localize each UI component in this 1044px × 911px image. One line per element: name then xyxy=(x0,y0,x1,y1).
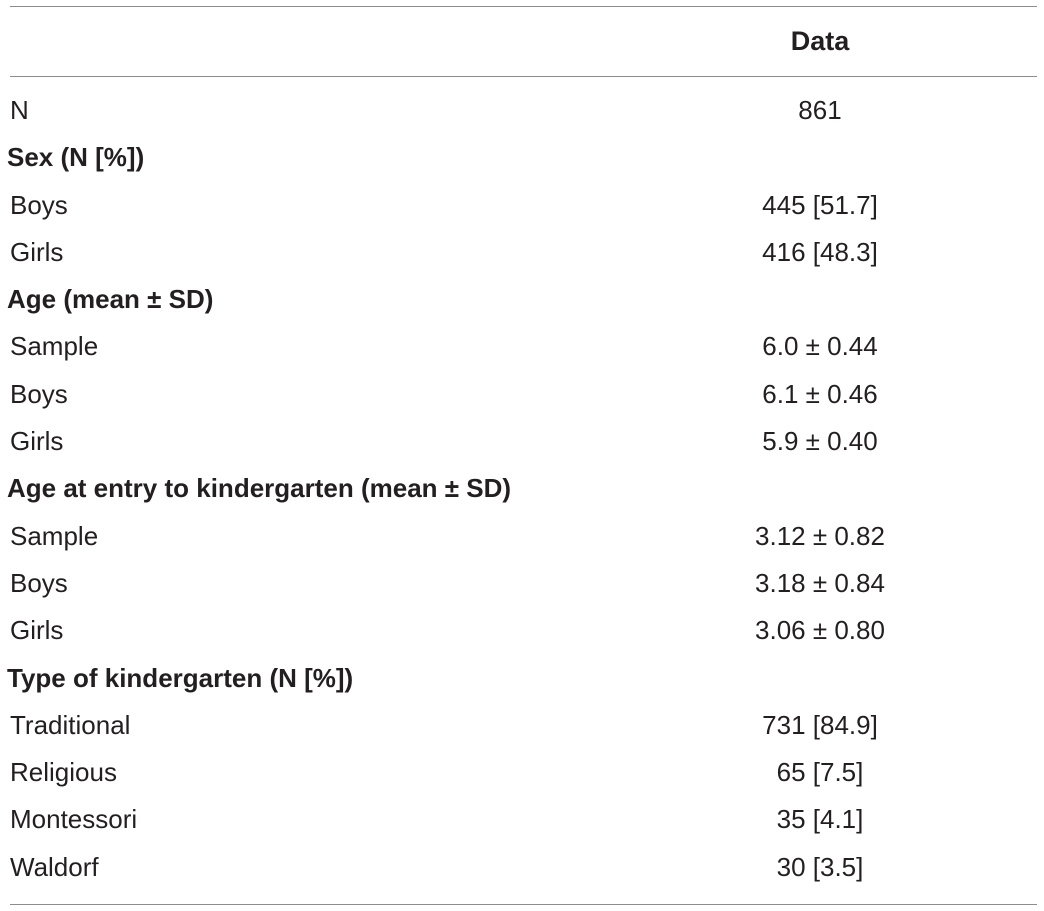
row-label: N xyxy=(10,95,29,125)
row-value: 731 [84.9] xyxy=(762,709,878,740)
table-body xyxy=(0,87,1044,891)
row-label: Girls xyxy=(10,426,64,457)
row-value: 30 [3.5] xyxy=(776,851,864,882)
row-label: Montessori xyxy=(10,804,138,835)
table-header-rule xyxy=(10,76,1037,77)
row-value: 3.12 ± 0.82 xyxy=(755,520,885,551)
table-row xyxy=(0,702,1044,749)
table-row xyxy=(0,607,1044,654)
section-heading: Age (mean ± SD) xyxy=(7,284,214,315)
row-value: 35 [4.1] xyxy=(776,804,864,835)
table-row xyxy=(0,560,1044,607)
row-value: 65 [7.5] xyxy=(776,757,864,788)
table-section-row xyxy=(0,276,1044,323)
row-value: 416 [48.3] xyxy=(762,236,878,267)
row-value: 3.18 ± 0.84 xyxy=(755,567,885,598)
table-row xyxy=(0,844,1044,891)
table-section-row xyxy=(0,465,1044,512)
row-label: Girls xyxy=(10,236,64,267)
row-label: Waldorf xyxy=(10,851,99,882)
table-header-row xyxy=(0,6,1044,76)
row-label: Traditional xyxy=(10,709,131,740)
table-row xyxy=(0,182,1044,229)
section-heading: Sex (N [%]) xyxy=(7,142,145,173)
row-label: Religious xyxy=(10,757,117,788)
row-label: Sample xyxy=(10,520,99,551)
table-section-row xyxy=(0,134,1044,181)
table-section-row xyxy=(0,655,1044,702)
section-heading: Age at entry to kindergarten (mean ± SD) xyxy=(7,473,512,504)
row-value: 861 xyxy=(798,95,842,125)
row-value: 6.0 ± 0.44 xyxy=(762,331,878,362)
row-label: Boys xyxy=(10,567,68,598)
row-label: Boys xyxy=(10,189,68,220)
row-label: Sample xyxy=(10,331,99,362)
table-row xyxy=(0,323,1044,370)
table-bottom-rule xyxy=(10,904,1037,905)
section-heading: Type of kindergarten (N [%]) xyxy=(7,662,354,693)
row-value: 3.06 ± 0.80 xyxy=(755,615,885,646)
row-label: Boys xyxy=(10,378,68,409)
row-value: 445 [51.7] xyxy=(762,189,878,220)
table-row xyxy=(0,749,1044,796)
row-label: Girls xyxy=(10,615,64,646)
table-row xyxy=(0,513,1044,560)
table-row xyxy=(0,229,1044,276)
table-row xyxy=(0,371,1044,418)
table-row xyxy=(0,796,1044,843)
table-row xyxy=(0,418,1044,465)
column-header-data: Data xyxy=(790,26,850,56)
row-value: 5.9 ± 0.40 xyxy=(762,426,878,457)
table-row xyxy=(0,87,1044,134)
row-value: 6.1 ± 0.46 xyxy=(762,378,878,409)
